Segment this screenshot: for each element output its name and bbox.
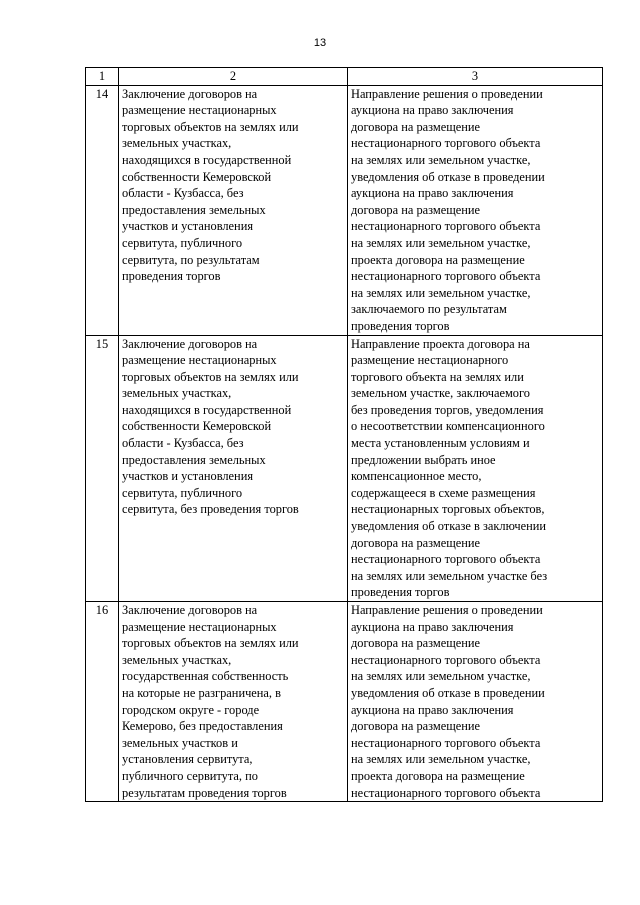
text-line: предоставления земельных bbox=[122, 202, 266, 217]
text-line: предложении выбрать иное bbox=[351, 452, 496, 467]
text-line: участков и установления bbox=[122, 469, 254, 484]
text-line: места установленным условиям и bbox=[351, 436, 530, 451]
text-line: договора на размещение bbox=[351, 119, 481, 134]
text-line: собственности Кемеровской bbox=[122, 169, 272, 184]
text-line: Направление проекта договора на bbox=[351, 336, 530, 351]
text-line: земельных участках, bbox=[122, 386, 232, 401]
text-line: нестационарного торгового объекта bbox=[351, 219, 541, 234]
text-line: публичного сервитута, по bbox=[122, 768, 258, 783]
text-line: земельных участках, bbox=[122, 136, 232, 151]
text-line: сервитута, публичного bbox=[122, 235, 243, 250]
text-line: размещение нестационарных bbox=[122, 103, 277, 118]
text-line: договора на размещение bbox=[351, 535, 481, 550]
text-line: сервитута, публичного bbox=[122, 485, 243, 500]
text-line: проведения торгов bbox=[351, 585, 450, 600]
row-number: 15 bbox=[86, 335, 119, 602]
text-line: торгового объекта на землях или bbox=[351, 369, 524, 384]
text-line: на землях или земельном участке, bbox=[351, 752, 531, 767]
text-line: аукциона на право заключения bbox=[351, 619, 514, 634]
service-name-cell bbox=[119, 602, 348, 802]
text-line: проведения торгов bbox=[351, 318, 450, 333]
text-line: сервитута, по результатам bbox=[122, 252, 260, 267]
text-line: сервитута, без проведения торгов bbox=[122, 502, 299, 517]
text-line: установления сервитута, bbox=[122, 752, 253, 767]
header-col-3: 3 bbox=[348, 68, 603, 86]
text-line: договора на размещение bbox=[351, 202, 481, 217]
text-line: на землях или земельном участке, bbox=[351, 669, 531, 684]
text-line: области - Кузбасса, без bbox=[122, 436, 244, 451]
text-line: земельных участках, bbox=[122, 652, 232, 667]
text-line: Заключение договоров на bbox=[122, 336, 258, 351]
text-line: земельном участке, заключаемого bbox=[351, 386, 530, 401]
text-line: торговых объектов на землях или bbox=[122, 369, 299, 384]
text-line: торговых объектов на землях или bbox=[122, 636, 299, 651]
text-line: Заключение договоров на bbox=[122, 86, 258, 101]
text-line: заключаемого по результатам bbox=[351, 302, 507, 317]
text-line: договора на размещение bbox=[351, 719, 481, 734]
result-cell bbox=[348, 602, 603, 802]
text-line: без проведения торгов, уведомления bbox=[351, 402, 544, 417]
text-line: на землях или земельном участке без bbox=[351, 568, 548, 583]
text-line: собственности Кемеровской bbox=[122, 419, 272, 434]
text-line: на землях или земельном участке, bbox=[351, 235, 531, 250]
result-cell bbox=[348, 85, 603, 335]
text-line: проекта договора на размещение bbox=[351, 768, 525, 783]
text-line: размещение нестационарных bbox=[122, 619, 277, 634]
text-line: уведомления об отказе в проведении bbox=[351, 169, 545, 184]
text-line: находящихся в государственной bbox=[122, 152, 292, 167]
table-row bbox=[86, 335, 603, 602]
text-line: на землях или земельном участке, bbox=[351, 152, 531, 167]
text-line: городском округе - городе bbox=[122, 702, 260, 717]
text-line: результатам проведения торгов bbox=[122, 785, 287, 800]
text-line: аукциона на право заключения bbox=[351, 103, 514, 118]
text-line: проекта договора на размещение bbox=[351, 252, 525, 267]
text-line: области - Кузбасса, без bbox=[122, 186, 244, 201]
text-line: нестационарного торгового объекта bbox=[351, 735, 541, 750]
text-line: содержащееся в схеме размещения bbox=[351, 485, 536, 500]
text-line: аукциона на право заключения bbox=[351, 702, 514, 717]
service-name-cell bbox=[119, 85, 348, 335]
text-line: на которые не разграничена, в bbox=[122, 685, 281, 700]
text-line: нестационарного торгового объекта bbox=[351, 136, 541, 151]
text-line: Направление решения о проведении bbox=[351, 86, 543, 101]
text-line: нестационарного торгового объекта bbox=[351, 269, 541, 284]
text-line: торговых объектов на землях или bbox=[122, 119, 299, 134]
text-line: уведомления об отказе в проведении bbox=[351, 685, 545, 700]
text-line: на землях или земельном участке, bbox=[351, 285, 531, 300]
text-line: находящихся в государственной bbox=[122, 402, 292, 417]
text-line: государственная собственность bbox=[122, 669, 289, 684]
service-name-cell bbox=[119, 335, 348, 602]
row-number: 14 bbox=[86, 85, 119, 335]
header-col-2: 2 bbox=[119, 68, 348, 86]
table-row bbox=[86, 602, 603, 802]
row-number: 16 bbox=[86, 602, 119, 802]
text-line: Заключение договоров на bbox=[122, 603, 258, 617]
text-line: размещение нестационарного bbox=[351, 353, 509, 368]
text-line: Кемерово, без предоставления bbox=[122, 719, 283, 734]
text-line: нестационарных торговых объектов, bbox=[351, 502, 545, 517]
text-line: земельных участков и bbox=[122, 735, 238, 750]
result-cell bbox=[348, 335, 603, 602]
text-line: договора на размещение bbox=[351, 636, 481, 651]
text-line: участков и установления bbox=[122, 219, 254, 234]
table-row bbox=[86, 85, 603, 335]
text-line: компенсационное место, bbox=[351, 469, 482, 484]
text-line: нестационарного торгового объекта bbox=[351, 552, 541, 567]
text-line: проведения торгов bbox=[122, 269, 221, 284]
text-line: предоставления земельных bbox=[122, 452, 266, 467]
text-line: Направление решения о проведении bbox=[351, 603, 543, 617]
text-line: размещение нестационарных bbox=[122, 353, 277, 368]
text-line: о несоответствии компенсационного bbox=[351, 419, 545, 434]
header-col-1: 1 bbox=[86, 68, 119, 86]
text-line: аукциона на право заключения bbox=[351, 186, 514, 201]
services-table bbox=[85, 67, 603, 802]
text-line: уведомления об отказе в заключении bbox=[351, 519, 546, 534]
text-line: нестационарного торгового объекта bbox=[351, 785, 541, 800]
page-number: 13 bbox=[313, 37, 327, 49]
table-header-row bbox=[86, 68, 603, 86]
text-line: нестационарного торгового объекта bbox=[351, 652, 541, 667]
